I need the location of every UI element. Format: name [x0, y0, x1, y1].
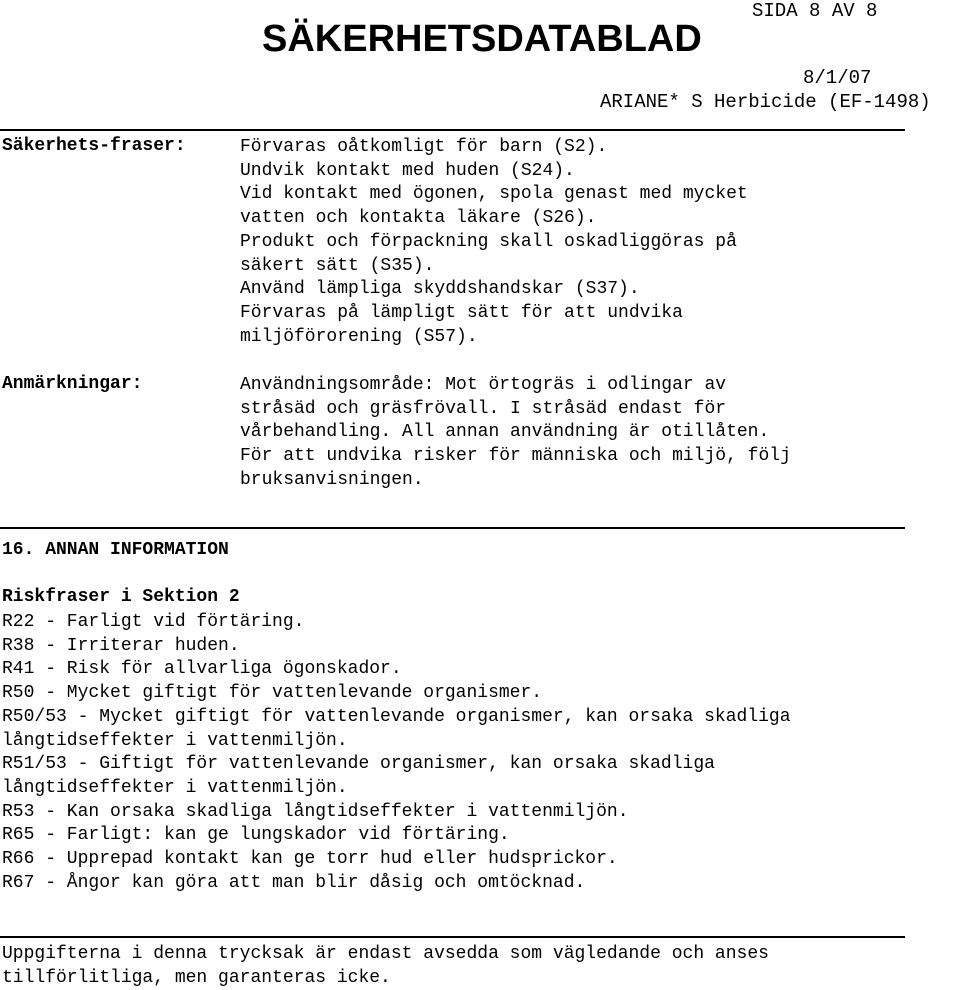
text-line: För att undvika risker för människa och miljö, följ [240, 446, 791, 467]
text-line: stråsäd och gräsfrövall. I stråsäd endast för [240, 398, 727, 419]
text-line: Förvaras oåtkomligt för barn (S2). [240, 137, 608, 157]
list-item: R51/53 - Giftigt för vattenlevande organismer, kan orsaka skadliga [2, 754, 715, 775]
text-line: miljöförorening (S57). [240, 326, 478, 347]
list-item: R53 - Kan orsaka skadliga långtidseffekter i vattenmiljön. [2, 801, 629, 822]
disclaimer-text [2, 943, 769, 990]
list-item: R22 - Farligt vid förtäring. [2, 612, 305, 632]
text-line: Användningsområde: Mot örtogräs i odlingar av [240, 375, 727, 395]
section-16-heading: 16. ANNAN INFORMATION [2, 540, 229, 560]
list-item: långtidseffekter i vattenmiljön. [2, 777, 348, 798]
document-title: SÄKERHETSDATABLAD [262, 18, 702, 60]
remarks-text [240, 374, 791, 493]
list-item: R66 - Upprepad kontakt kan ge torr hud eller hudsprickor. [2, 849, 618, 870]
text-line: Uppgifterna i denna trycksak är endast avsedda som vägledande och anses [2, 944, 769, 964]
list-item: R67 - Ångor kan göra att man blir dåsig och omtöcknad. [2, 872, 586, 893]
list-item: R50 - Mycket giftigt för vattenlevande organismer. [2, 683, 543, 704]
list-item: långtidseffekter i vattenmiljön. [2, 730, 348, 751]
text-line: vatten och kontakta läkare (S26). [240, 208, 597, 229]
section-divider [0, 527, 905, 529]
text-line: Produkt och förpackning skall oskadliggöras på [240, 231, 737, 252]
text-line: Undvik kontakt med huden (S24). [240, 160, 575, 181]
text-line: Vid kontakt med ögonen, spola genast med mycket [240, 184, 748, 205]
list-item: R41 - Risk för allvarliga ögonskador. [2, 659, 402, 680]
page-number: SIDA 8 AV 8 [752, 0, 878, 22]
text-line: säkert sätt (S35). [240, 255, 435, 276]
safety-phrases-label: Säkerhets-fraser: [2, 136, 186, 156]
risk-phrases-subheading: Riskfraser i Sektion 2 [2, 587, 240, 607]
text-line: vårbehandling. All annan användning är otillåten. [240, 422, 770, 443]
list-item: R65 - Farligt: kan ge lungskador vid förtäring. [2, 825, 510, 846]
list-item: R50/53 - Mycket giftigt för vattenlevande organismer, kan orsaka skadliga [2, 706, 791, 727]
footer-divider [0, 936, 905, 938]
header-divider [0, 129, 905, 131]
text-line: Förvaras på lämpligt sätt för att undvika [240, 302, 683, 323]
list-item: R38 - Irriterar huden. [2, 635, 240, 656]
safety-phrases-text [240, 136, 748, 349]
text-line: Använd lämpliga skyddshandskar (S37). [240, 279, 640, 300]
document-date: 8/1/07 [803, 67, 872, 89]
text-line: bruksanvisningen. [240, 469, 424, 490]
remarks-label: Anmärkningar: [2, 374, 143, 394]
text-line: tillförlitliga, men garanteras icke. [2, 967, 391, 988]
risk-phrases-list [2, 611, 791, 895]
product-name: ARIANE* S Herbicide (EF-1498) [600, 91, 931, 113]
